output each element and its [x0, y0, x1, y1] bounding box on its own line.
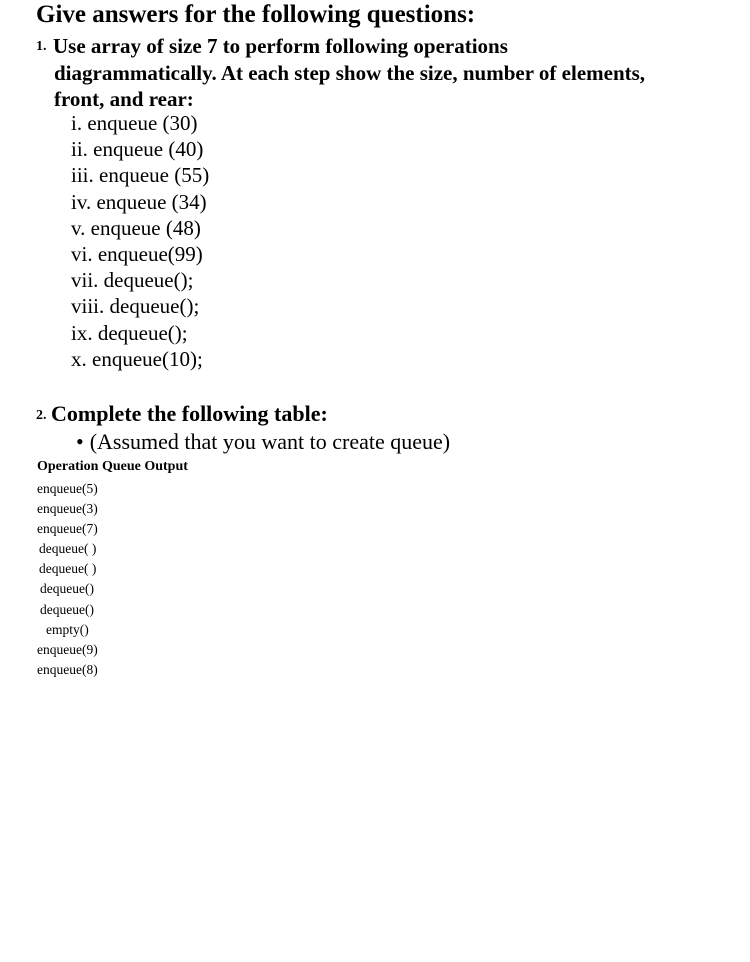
table-row: enqueue(3) [37, 501, 98, 517]
step-item: ix. dequeue(); [71, 320, 188, 345]
step-item: i. enqueue (30) [71, 111, 198, 135]
question-1 [36, 33, 736, 113]
question-2-bullet-text: (Assumed that you want to create queue) [89, 429, 451, 454]
table-row: enqueue(9) [37, 641, 98, 657]
table-row: dequeue() [40, 581, 94, 597]
question-1-line: diagrammatically. At each step show the size, number of elements, [54, 60, 646, 85]
question-1-text [53, 33, 736, 113]
table-row: enqueue(5) [37, 481, 98, 496]
step-item: ii. enqueue (40) [71, 137, 204, 162]
page-title: Give answers for the following questions: [36, 1, 476, 28]
table-row: enqueue(8) [37, 661, 98, 677]
step-item: iv. enqueue (34) [71, 189, 207, 214]
operations-table [37, 458, 188, 680]
question-1-line: Use array of size 7 to perform following operations [53, 34, 508, 58]
step-item: x. enqueue(10); [71, 346, 203, 371]
step-item: vii. dequeue(); [71, 268, 194, 293]
table-row: dequeue( ) [39, 561, 97, 577]
table-row: dequeue() [40, 601, 94, 617]
table-row: enqueue(7) [37, 521, 98, 537]
operations-list [37, 479, 188, 680]
table-row: dequeue( ) [39, 541, 97, 557]
question-2-text: Complete the following table: [51, 401, 328, 426]
table-row: empty() [46, 621, 89, 637]
step-item: v. enqueue (48) [71, 215, 201, 240]
step-item: viii. dequeue(); [71, 294, 200, 319]
question-1-line: front, and rear: [54, 87, 194, 111]
question-2-bullet [76, 428, 450, 456]
step-item: vi. enqueue(99) [71, 242, 203, 267]
question-2 [36, 400, 736, 428]
question-1-number: 1. [36, 39, 47, 54]
table-header: Operation Queue Output [37, 459, 188, 474]
question-2-number: 2. [36, 408, 47, 423]
bullet-icon: • [76, 429, 84, 454]
question-1-steps [71, 110, 209, 372]
step-item: iii. enqueue (55) [71, 163, 210, 188]
